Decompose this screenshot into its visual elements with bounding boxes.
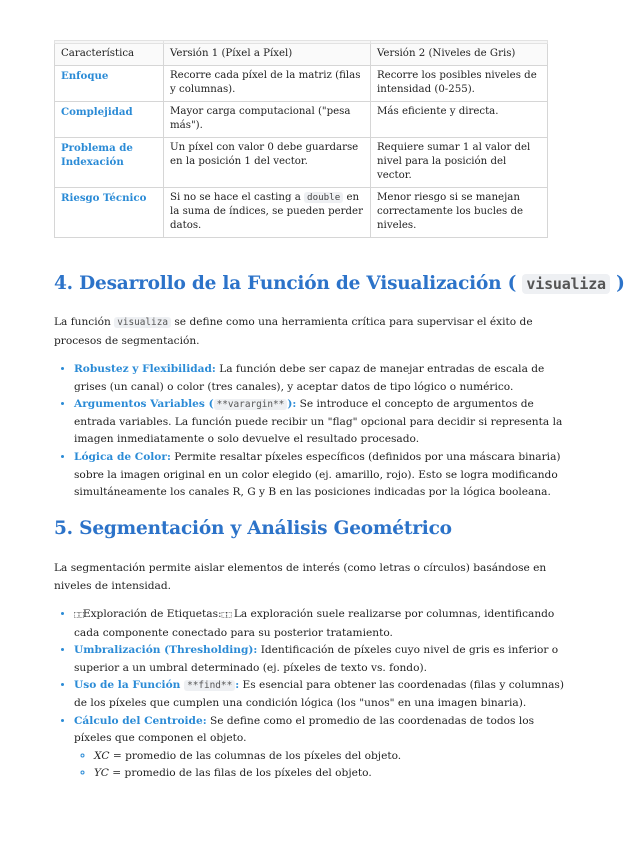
row-key: Enfoque	[55, 66, 164, 102]
section-4-title-code: visualiza	[522, 274, 609, 294]
math-var: XC	[94, 749, 110, 762]
section-4-list	[54, 361, 564, 502]
list-item	[74, 713, 564, 783]
inline-code: **varargin**	[214, 399, 288, 410]
inline-code: visualiza	[114, 317, 171, 328]
bullet-text: Se introduce el concepto de argumentos de entrada variables. La función puede recibir un "flag" opcional para decidir si representa la imagen inmediatamente o solo devuelve el resultado procesado.	[74, 398, 563, 446]
header-version-2: Versión 2 (Niveles de Gris)	[371, 44, 548, 66]
bullet-term	[74, 679, 239, 691]
centroid-sublist	[74, 748, 564, 783]
row-v1-pre: Si no se hace el casting a	[170, 192, 301, 203]
bullet-text: Identificación de píxeles cuyo nivel de gris es inferior o superior a un umbral determinado (ej. píxeles de texto vs. fondo).	[74, 644, 559, 674]
sub-bullet-text: = promedio de las columnas de los píxeles del objeto.	[112, 749, 402, 762]
bullet-term: Umbralización (Thresholding):	[74, 644, 258, 657]
bullet-term: Exploración de Etiquetas:	[82, 608, 222, 620]
row-v1	[164, 188, 371, 238]
bullet-text: La exploración suele realizarse por columnas, identificando cada componente conectado para su posterior tratamiento.	[74, 608, 555, 639]
table-header-row	[55, 44, 548, 66]
bullet-term: Robustez y Flexibilidad:	[74, 363, 216, 375]
row-v1: Mayor carga computacional ("pesa más").	[164, 102, 371, 138]
row-v2: Recorre los posibles niveles de intensidad (0-255).	[371, 66, 548, 102]
table-row	[55, 138, 548, 188]
section-4-title-post: )	[616, 273, 625, 294]
sub-list-item	[94, 748, 564, 766]
row-v1: Un píxel con valor 0 debe guardarse en la posición 1 del vector.	[164, 138, 371, 188]
bullet-term	[74, 398, 296, 410]
intro-post: se define como una herramienta crítica para supervisar el éxito de procesos de segmentación.	[54, 316, 533, 347]
missing-glyph: ⬚⬚	[74, 610, 83, 620]
row-key: Complejidad	[55, 102, 164, 138]
bullet-text: Permite resaltar píxeles específicos (definidos por una máscara binaria) sobre la imagen original en un color elegido (ej. amarillo, rojo). Esto se logra modificando simultáneamente los canales R, G y B en las posiciones indicadas por la lógica booleana.	[74, 450, 561, 499]
intro-pre: La función	[54, 316, 111, 328]
bullet-term: Cálculo del Centroide:	[74, 714, 207, 727]
bullet-term: Lógica de Color:	[74, 450, 171, 463]
table-row	[55, 188, 548, 238]
bullet-term-post: ):	[287, 398, 297, 411]
list-item	[74, 396, 564, 449]
list-item	[74, 677, 564, 712]
section-4-title-pre: 4. Desarrollo de la Función de Visualización (	[54, 273, 517, 294]
row-key: Riesgo Técnico	[55, 188, 164, 238]
missing-glyph: ⬚⬚	[221, 610, 231, 620]
section-5-list	[54, 606, 564, 783]
list-item	[74, 606, 564, 642]
comparison-table	[54, 40, 548, 238]
row-v2: Requiere sumar 1 al valor del nivel para la posición del vector.	[371, 138, 548, 188]
bullet-text: Se define como el promedio de las coordenadas de todos los píxeles que componen el objeto.	[74, 714, 535, 745]
sub-list-item	[94, 765, 564, 783]
bullet-term-post: :	[235, 679, 240, 692]
section-4-intro	[54, 313, 548, 350]
list-item	[74, 361, 564, 396]
inline-code: **find**	[184, 680, 235, 691]
math-var: YC	[94, 767, 109, 780]
header-caracteristica: Característica	[55, 44, 164, 66]
row-v1: Recorre cada píxel de la matriz (filas y columnas).	[164, 66, 371, 102]
sub-bullet-text: = promedio de las filas de los píxeles del objeto.	[112, 767, 372, 780]
list-item	[74, 642, 564, 677]
row-v2: Menor riesgo si se manejan correctamente los bucles de niveles.	[371, 188, 548, 238]
table-row	[55, 102, 548, 138]
section-5-heading: 5. Segmentación y Análisis Geométrico	[54, 518, 452, 539]
row-v2: Más eficiente y directa.	[371, 102, 548, 138]
bullet-text: La función debe ser capaz de manejar entradas de escala de grises (un canal) o color (tres canales), y aceptar datos de tipo lógico o numérico.	[74, 363, 545, 393]
bullet-term-pre: Uso de la Función	[74, 679, 181, 692]
header-version-1: Versión 1 (Píxel a Píxel)	[164, 44, 371, 66]
row-v1-post: en la suma de índices, se pueden perder datos.	[170, 192, 363, 231]
bullet-term-pre: Argumentos Variables (	[74, 398, 214, 411]
bullet-text: Es esencial para obtener las coordenadas (filas y columnas) de los píxeles que cumplen una condición lógica (los "unos" en una imagen binaria).	[74, 679, 564, 709]
inline-code: double	[304, 192, 343, 203]
list-item	[74, 449, 564, 502]
section-4-heading	[54, 273, 625, 294]
row-key: Problema de Indexación	[55, 138, 164, 188]
section-5-intro: La segmentación permite aislar elementos de interés (como letras o círculos) basándose en niveles de intensidad.	[54, 562, 547, 592]
table-row	[55, 66, 548, 102]
